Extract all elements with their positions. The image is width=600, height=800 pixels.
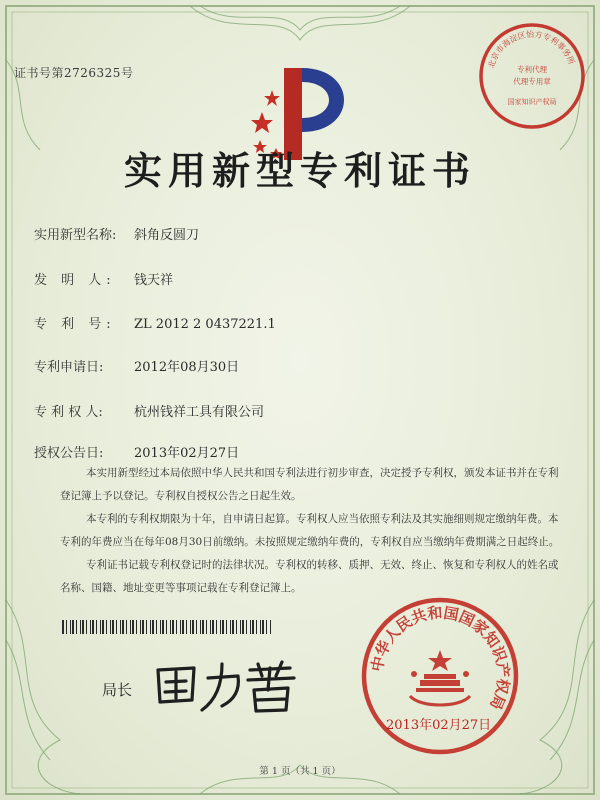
barcode-bar: [260, 620, 261, 634]
field-inventor: [34, 269, 173, 288]
barcode-bar: [122, 620, 124, 634]
barcode-bar: [152, 620, 154, 634]
agency-seal: [478, 22, 586, 130]
director-signature: [150, 656, 305, 716]
barcode-bar: [116, 620, 117, 634]
page-footer: 第 1 页（共 1 页）: [259, 766, 341, 777]
field-label: 授权公告日:: [34, 446, 104, 461]
barcode-bar: [180, 620, 181, 634]
barcode-bar: [232, 620, 234, 634]
agency-seal-line-2: 代理专用章: [513, 77, 551, 86]
barcode-bar: [200, 620, 201, 634]
barcode-bar: [190, 620, 191, 634]
grant-date: 2013年02月27日: [134, 446, 240, 461]
barcode-bar: [236, 620, 237, 634]
barcode-bar: [266, 620, 267, 634]
field-utility-model-name: [34, 224, 199, 243]
barcode-bar: [120, 620, 121, 634]
agency-seal-ring-text: 北京市海淀区怡方专利事务所: [486, 29, 577, 70]
barcode-bar: [156, 620, 157, 634]
barcode-bar: [216, 620, 217, 634]
field-label: 实用新型名称:: [34, 228, 117, 243]
agency-seal-line-1: 专利代理: [517, 65, 547, 74]
barcode-bar: [110, 620, 111, 634]
barcode-bar: [142, 620, 144, 634]
barcode-bar: [186, 620, 187, 634]
certificate-title: 实用新型专利证书: [123, 148, 476, 193]
barcode-bar: [196, 620, 197, 634]
paragraph-grant-notice: 本实用新型经过本局依照中华人民共和国专利法进行初步审查，决定授予专利权，颁发本证书并在专利登记簿上予以登记。专利权自授权公告之日起生效。: [60, 467, 559, 502]
certificate-number: 证书号第2726325号: [14, 66, 134, 80]
barcode-bar: [90, 620, 91, 634]
barcode-bar: [66, 620, 67, 634]
patentee-name: 杭州钱祥工具有限公司: [134, 405, 265, 420]
barcode-bar: [256, 620, 257, 634]
barcode: [62, 620, 274, 634]
barcode-bar: [100, 620, 101, 634]
seal-date: 2013年02月27日: [386, 718, 492, 733]
field-label: 发 明 人:: [34, 273, 116, 288]
barcode-bar: [150, 620, 151, 634]
barcode-bar: [140, 620, 141, 634]
barcode-bar: [160, 620, 161, 634]
barcode-bar: [246, 620, 247, 634]
paragraph-legal-status: 专利证书记载专利权登记时的法律状况。专利权的转移、质押、无效、终止、恢复和专利权人的姓名或名称、国籍、地址变更等事项记载在专利登记簿上。: [60, 559, 559, 594]
barcode-bar: [102, 620, 104, 634]
barcode-bar: [96, 620, 97, 634]
barcode-bar: [252, 620, 254, 634]
filing-date: 2012年08月30日: [134, 360, 240, 375]
field-label: 专 利 权 人:: [34, 405, 103, 420]
barcode-bar: [112, 620, 114, 634]
barcode-bar: [130, 620, 131, 634]
barcode-bar: [80, 620, 81, 634]
field-filing-date: [34, 356, 239, 375]
patent-number: ZL 2012 2 0437221.1: [134, 317, 276, 332]
national-emblem-icon: [410, 650, 470, 705]
director-label: 局长: [102, 681, 133, 699]
barcode-bar: [70, 620, 71, 634]
field-grant-date: [34, 442, 239, 461]
barcode-bar: [146, 620, 147, 634]
field-label: 专利申请日:: [34, 360, 104, 375]
barcode-bar: [212, 620, 214, 634]
barcode-bar: [192, 620, 194, 634]
barcode-bar: [136, 620, 137, 634]
paragraph-term-and-fees: 本专利的专利权期限为十年，自申请日起算。专利权人应当依照专利法及其实施细则规定缴纳年费。本专利的年费应当在每年08月30日前缴纳。未按照规定缴纳年费的，专利权自应当缴纳年费期满之日起终止。: [60, 513, 560, 548]
barcode-bar: [230, 620, 231, 634]
barcode-bar: [126, 620, 127, 634]
barcode-bar: [172, 620, 174, 634]
national-seal-ring-text: 中华人民共和国国家知识产权局: [367, 603, 513, 713]
barcode-bar: [106, 620, 107, 634]
utility-model-name: 斜角反圆刀: [134, 228, 200, 243]
barcode-bar: [206, 620, 207, 634]
barcode-bar: [262, 620, 264, 634]
barcode-bar: [176, 620, 177, 634]
barcode-bar: [82, 620, 84, 634]
barcode-bar: [202, 620, 204, 634]
barcode-bar: [132, 620, 134, 634]
barcode-bar: [242, 620, 244, 634]
barcode-bar: [76, 620, 77, 634]
barcode-bar: [72, 620, 74, 634]
barcode-bar: [250, 620, 251, 634]
field-patent-number: [34, 313, 276, 332]
barcode-bar: [226, 620, 227, 634]
inventor-name: 钱天祥: [134, 273, 174, 288]
barcode-bar: [166, 620, 167, 634]
agency-seal-bottom-text: 国家知识产权局: [507, 98, 557, 106]
barcode-bar: [240, 620, 241, 634]
barcode-bar: [86, 620, 87, 634]
barcode-bar: [270, 620, 271, 634]
barcode-bar: [92, 620, 94, 634]
barcode-bar: [170, 620, 171, 634]
barcode-bar: [62, 620, 64, 634]
field-patentee: [34, 401, 264, 420]
barcode-bar: [222, 620, 224, 634]
barcode-bar: [182, 620, 184, 634]
field-label: 专 利 号:: [34, 317, 116, 332]
barcode-bar: [162, 620, 164, 634]
barcode-bar: [210, 620, 211, 634]
barcode-bar: [220, 620, 221, 634]
